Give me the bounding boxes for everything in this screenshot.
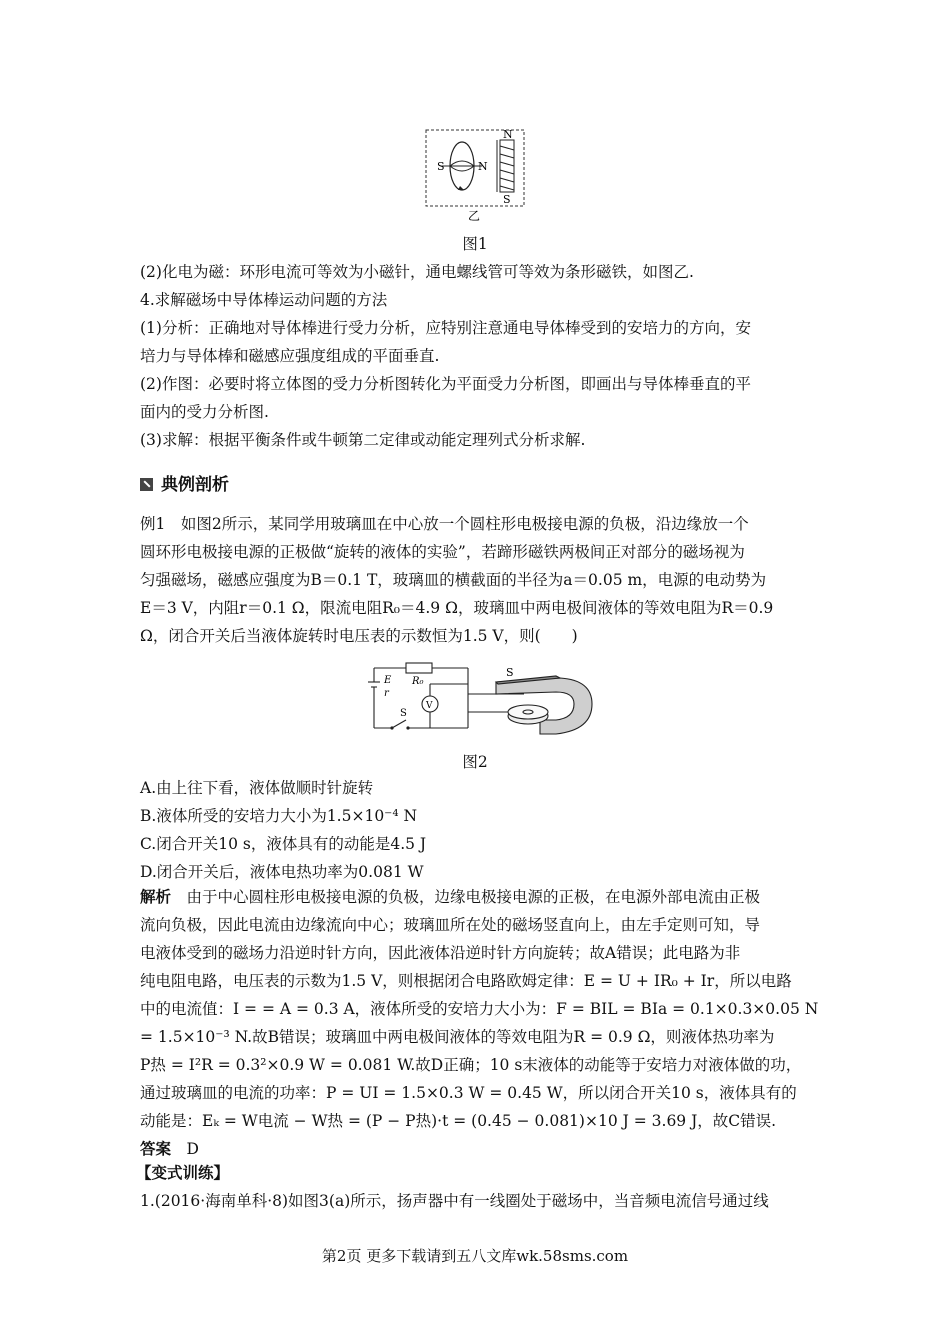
- fig2-label-e: E: [384, 675, 392, 686]
- analysis-line-3: 电液体受到的磁场力沿逆时针方向，因此液体沿逆时针方向旋转；故A错误；此电路为非: [140, 944, 741, 962]
- example-line-4: E＝3 V，内阻r＝0.1 Ω，限流电阻R₀＝4.9 Ω，玻璃皿中两电极间液体的等效电阻为R＝0.9: [140, 599, 774, 617]
- analysis-line-6: = 1.5×10⁻³ N.故B错误；玻璃皿中两电极间液体的等效电阻为R = 0.9 Ω，则液体热功率为: [140, 1028, 775, 1046]
- fig1-label-s-bottom: S: [503, 193, 511, 206]
- answer-label: 答案: [140, 1140, 172, 1158]
- section-square-icon: [140, 478, 153, 491]
- para-line-3: (1)分析：正确地对导体棒进行受力分析，应特别注意通电导体棒受到的安培力的方向，安: [140, 319, 751, 337]
- option-a: A.由上往下看，液体做顺时针旋转: [140, 779, 374, 797]
- analysis-line-5: 中的电流值：I = = A = 0.3 A，液体所受的安培力大小为：F = BIL = BIa = 0.1×0.3×0.05 N: [140, 1000, 819, 1018]
- para-line-6: 面内的受力分析图.: [140, 403, 269, 421]
- analysis-label: 解析: [140, 888, 172, 906]
- analysis-line-9: 动能是：Eₖ = W电流 − W热 = (P − P热)·t = (0.45 − 0.081)×10 J = 3.69 J，故C错误.: [140, 1112, 777, 1130]
- figure-1-caption: 图1: [462, 235, 488, 253]
- figure-2-caption: 图2: [462, 753, 488, 771]
- analysis-line-7: P热 = I²R = 0.3²×0.9 W = 0.081 W.故D正确；10 s末液体的动能等于安培力对液体做的功，: [140, 1056, 802, 1074]
- fig2-label-v: V: [426, 701, 433, 711]
- answer-value: D: [186, 1140, 199, 1158]
- variant-line-1: 1.(2016·海南单科·8)如图3(a)所示，扬声器中有一线圈处于磁场中，当音频电流信号通过线: [140, 1192, 769, 1210]
- analysis-line-4: 纯电阻电路，电压表的示数为1.5 V，则根据闭合电路欧姆定律：E = U + IR₀ + Ir，所以电路: [140, 972, 792, 990]
- analysis-text-1: 由于中心圆柱形电极接电源的负极，边缘电极接电源的正极，在电源外部电流由正极: [171, 888, 761, 906]
- section-heading: [140, 470, 229, 495]
- option-c: C.闭合开关10 s，液体具有的动能是4.5 J: [140, 835, 427, 853]
- example-line-2: 圆环形电极接电源的正极做“旋转的液体的实验”，若蹄形磁铁两极间正对部分的磁场视为: [140, 543, 745, 561]
- example-line-3: 匀强磁场，磁感应强度为B＝0.1 T，玻璃皿的横截面的半径为a＝0.05 m，电源的电动势为: [140, 571, 767, 589]
- option-b: B.液体所受的安培力大小为1.5×10⁻⁴ N: [140, 807, 418, 825]
- analysis-line-2: 流向负极，因此电流由边缘流向中心；玻璃皿所在处的磁场竖直向上，由左手定则可知，导: [140, 916, 761, 934]
- fig2-label-s-magnet: S: [506, 666, 514, 679]
- fig2-label-r0: R₀: [412, 676, 424, 687]
- variant-title: 【变式训练】: [136, 1164, 230, 1182]
- para-line-4: 培力与导体棒和磁感应强度组成的平面垂直.: [140, 347, 440, 365]
- fig2-label-s-switch: S: [400, 708, 407, 719]
- fig1-sublabel: 乙: [468, 209, 481, 222]
- figure-1-diagram: [420, 126, 530, 222]
- option-d: D.闭合开关后，液体电热功率为0.081 W: [140, 863, 424, 881]
- analysis-line-1: [140, 887, 760, 907]
- fig1-label-n-top: N: [503, 128, 513, 141]
- example-line-5: Ω，闭合开关后当液体旋转时电压表的示数恒为1.5 V，则( ): [140, 627, 578, 645]
- section-title: 典例剖析: [161, 475, 229, 495]
- para-line-5: (2)作图：必要时将立体图的受力分析图转化为平面受力分析图，即画出与导体棒垂直的平: [140, 375, 751, 393]
- answer-line: [140, 1139, 199, 1159]
- fig1-label-n-left: N: [478, 160, 488, 173]
- figure-2-circuit-diagram: [360, 654, 600, 740]
- fig2-label-r: r: [384, 688, 389, 699]
- analysis-line-8: 通过玻璃皿的电流的功率：P = UI = 1.5×0.3 W = 0.45 W，所以闭合开关10 s，液体具有的: [140, 1084, 797, 1102]
- example-line-1: 例1 如图2所示，某同学用玻璃皿在中心放一个圆柱形电极接电源的负极，沿边缘放一个: [140, 515, 749, 533]
- para-line-7: (3)求解：根据平衡条件或牛顿第二定律或动能定理列式分析求解.: [140, 431, 586, 449]
- fig1-label-s-left: S: [437, 160, 445, 173]
- para-line-1: (2)化电为磁：环形电流可等效为小磁针，通电螺线管可等效为条形磁铁，如图乙.: [140, 263, 694, 281]
- para-line-2: 4.求解磁场中导体棒运动问题的方法: [140, 291, 388, 309]
- page-footer: 第2页 更多下载请到五八文库wk.58sms.com: [321, 1247, 629, 1265]
